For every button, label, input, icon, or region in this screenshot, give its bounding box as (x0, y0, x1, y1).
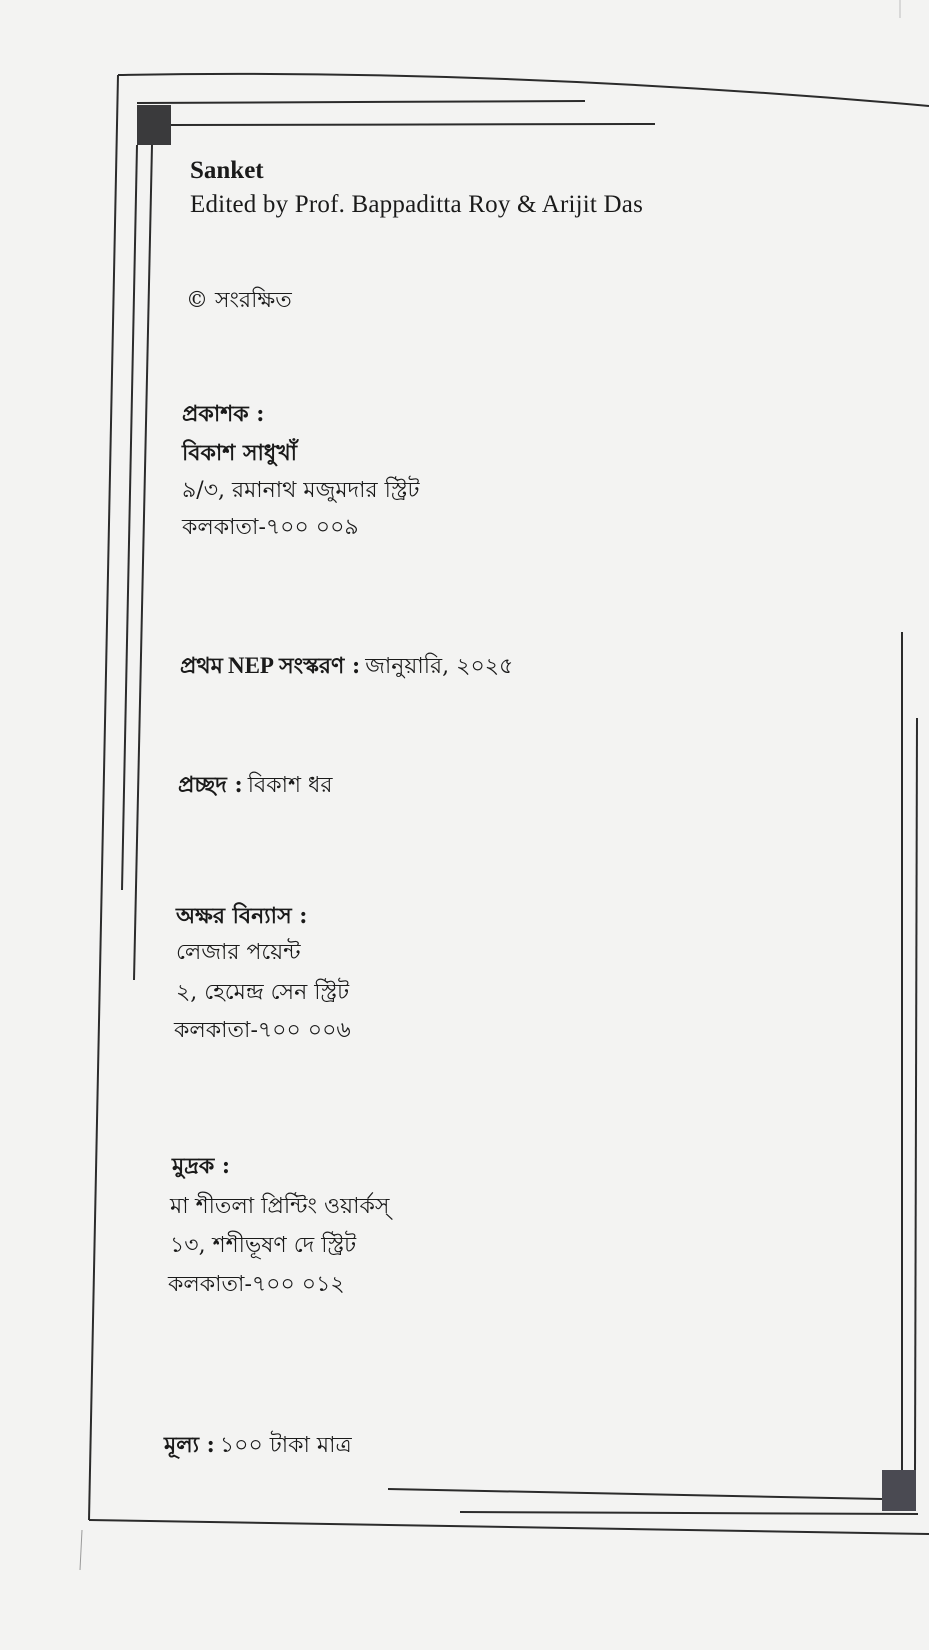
cover-label: প্রচ্ছদ : (178, 772, 243, 798)
cover-line (178, 774, 332, 797)
typesetting-city: কলকাতা-৭০০ ০০৬ (174, 1018, 351, 1043)
price-label: মূল্য : (164, 1432, 215, 1458)
price-value: ১০০ টাকা মাত্র (219, 1433, 352, 1458)
typesetting-label: অক্ষর বিন্যাস : (176, 903, 308, 929)
publisher-city: কলকাতা-৭০০ ০০৯ (182, 515, 359, 540)
edition-date: জানুয়ারি, ২০২৫ (365, 654, 514, 679)
printer-label: মুদ্রক : (172, 1153, 231, 1179)
price-line (164, 1434, 352, 1457)
typesetting-address: ২, হেমেন্দ্র সেন স্ট্রিট (176, 980, 350, 1005)
printer-address: ১৩, শশীভূষণ দে স্ট্রিট (170, 1233, 357, 1258)
publisher-label: প্রকাশক : (182, 401, 265, 427)
edition-line (180, 654, 513, 678)
cover-designer: বিকাশ ধর (247, 773, 333, 798)
book-title: Sanket (190, 157, 264, 184)
book-editors: Edited by Prof. Bappaditta Roy & Arijit Das (190, 191, 643, 218)
edition-nep: NEP (227, 653, 274, 678)
publisher-address: ৯/৩, রমানাথ মজুমদার স্ট্রিট (182, 478, 420, 503)
publisher-name: বিকাশ সাধুখাঁ (182, 440, 298, 466)
edition-label: সংস্করণ : (279, 653, 361, 679)
printer-name: মা শীতলা প্রিন্টিং ওয়ার্কস্ (170, 1194, 390, 1219)
typesetting-name: লেজার পয়েন্ট (176, 940, 301, 965)
edition-prefix: প্রথম (180, 653, 223, 679)
copyright-notice: © সংরক্ষিত (186, 288, 292, 313)
printer-city: কলকাতা-৭০০ ০১২ (168, 1272, 345, 1297)
